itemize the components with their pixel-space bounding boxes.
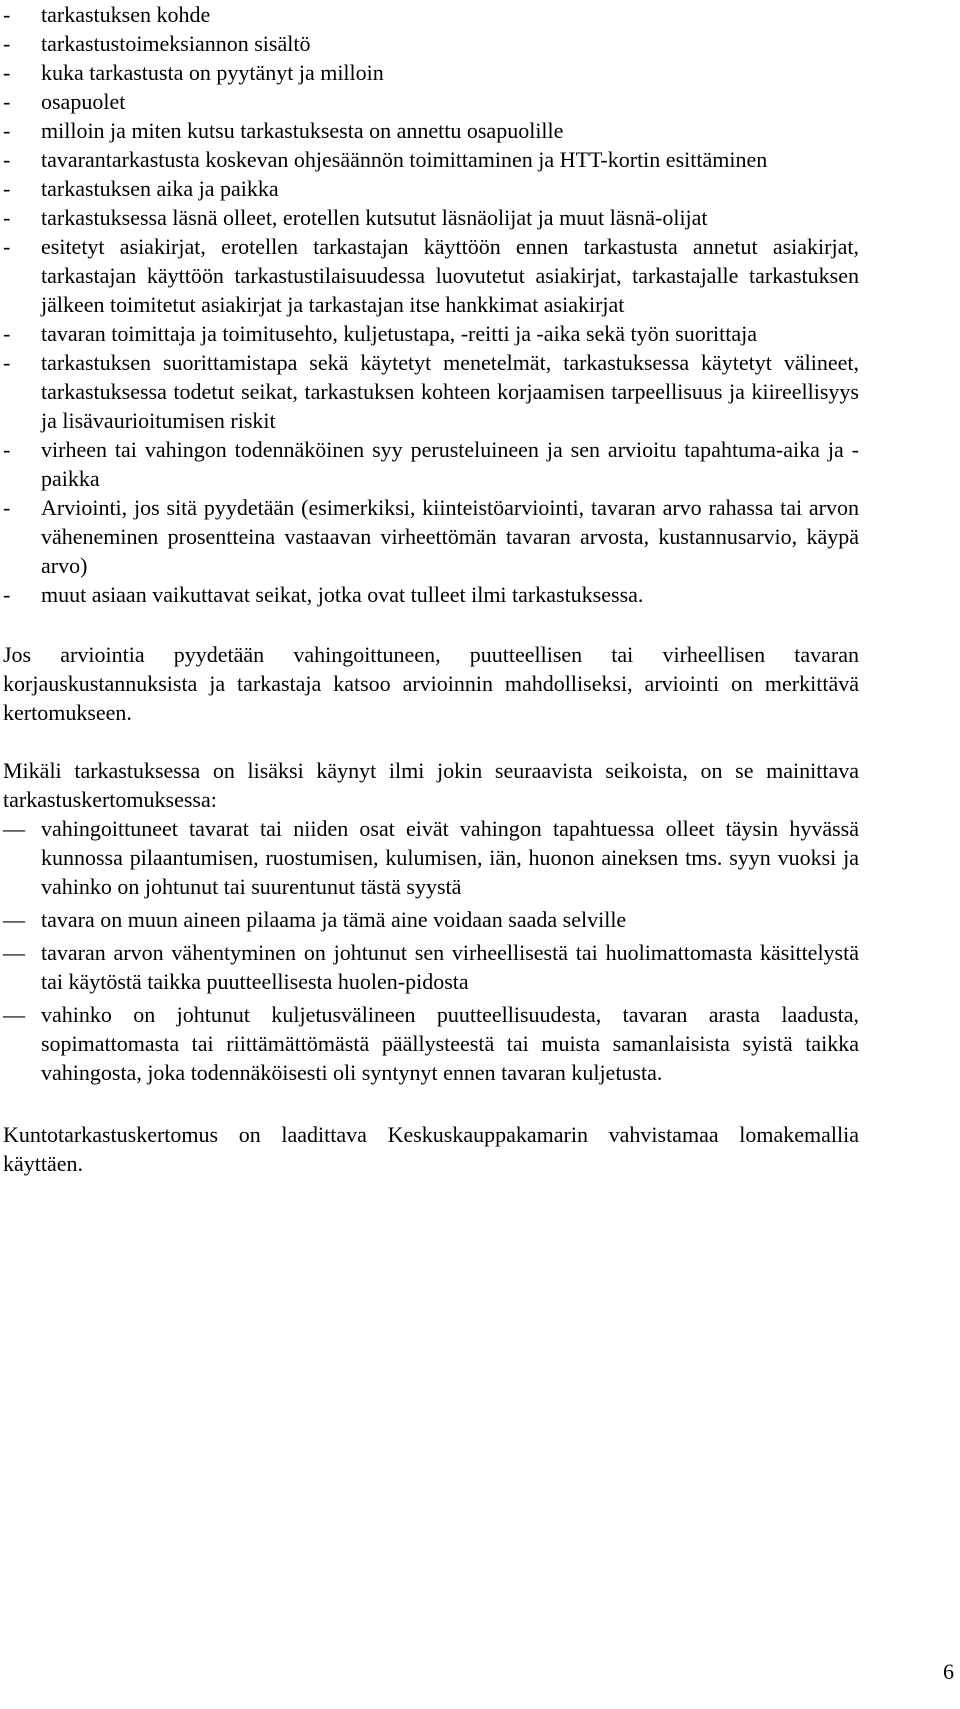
list-item	[3, 814, 859, 901]
paragraph-form-template: Kuntotarkastuskertomus on laadittava Keskuskauppakamarin vahvistamaa lomakemallia käyttäen.	[3, 1122, 859, 1176]
list-item	[3, 203, 859, 232]
list-marker: —	[3, 816, 24, 841]
list-item-text: tarkastuksen kohde	[41, 2, 211, 27]
list-marker: -	[3, 176, 11, 201]
list-item-text: muut asiaan vaikuttavat seikat, jotka ovat tulleet ilmi tarkastuksessa.	[41, 582, 644, 607]
list-marker: -	[3, 437, 11, 462]
list-item-text: tarkastuksen suorittamistapa sekä käytetyt menetelmät, tarkastuksessa käytetyt välineet, tarkastuksessa todetut seikat, tarkastuksen kohteen korjaamisen tarpeellisuus ja kiireellisyys ja lisävaurioitumisen riskit	[41, 350, 859, 433]
list-item-text: tavara on muun aineen pilaama ja tämä aine voidaan saada selville	[41, 907, 627, 932]
list-item	[3, 174, 859, 203]
list-marker: —	[3, 1002, 24, 1027]
list-item	[3, 232, 859, 319]
list-item	[3, 435, 859, 493]
list-marker: -	[3, 2, 11, 27]
list-item-text: tarkastuksen aika ja paikka	[41, 176, 279, 201]
page-number: 6	[943, 1659, 954, 1684]
list-marker: -	[3, 60, 11, 85]
list-item-text: tavarantarkastusta koskevan ohjesäännön toimittaminen ja HTT-kortin esittäminen	[41, 147, 768, 172]
list-item-text: vahingoittuneet tavarat tai niiden osat eivät vahingon tapahtuessa olleet täysin hyvässä kunnossa pilaantumisen, ruostumisen, kulumisen, iän, huonon aineksen tms. syyn vuoksi ja vahinko on johtunut tai suurentunut tästä syystä	[41, 816, 859, 899]
paragraph-assessment: Jos arviointia pyydetään vahingoittuneen, puutteellisen tai virheellisen tavaran korjauskustannuksista ja tarkastaja katsoo arvioinnin mahdolliseksi, arviointi on merkittävä kertomukseen.	[3, 642, 859, 725]
list-item	[3, 145, 859, 174]
list-marker: —	[3, 907, 24, 932]
list-item-text: osapuolet	[41, 89, 126, 114]
list-item-text: esitetyt asiakirjat, erotellen tarkastajan käyttöön ennen tarkastusta annetut asiakirjat, tarkastajan käyttöön tarkastustilaisuudessa luovutetut asiakirjat, tarkastajalle tarkastuksen jälkeen toimitetut asiakirjat ja tarkastajan itse hankkimat asiakirjat	[41, 234, 859, 317]
list-marker: -	[3, 321, 11, 346]
list-marker: -	[3, 89, 11, 114]
list-marker: —	[3, 940, 24, 965]
list-item-text: Arviointi, jos sitä pyydetään (esimerkiksi, kiinteistöarviointi, tavaran arvo rahassa tai arvon väheneminen prosentteina vastaavan virheettömän tavaran arvosta, kustannusarvio, käypä arvo)	[41, 495, 859, 578]
list-marker: -	[3, 205, 11, 230]
list-marker: -	[3, 118, 11, 143]
list-item-text: kuka tarkastusta on pyytänyt ja milloin	[41, 60, 384, 85]
list-item	[3, 319, 859, 348]
list-item	[3, 938, 859, 996]
list-item	[3, 348, 859, 435]
list-item	[3, 87, 859, 116]
list-marker: -	[3, 582, 11, 607]
list-item	[3, 0, 859, 29]
list-item-text: tavaran arvon vähentyminen on johtunut sen virheellisestä tai huolimattomasta käsittelystä tai käytöstä taikka puutteellisesta huolen-pidosta	[41, 940, 859, 994]
additional-findings-list	[3, 814, 859, 1087]
list-item	[3, 29, 859, 58]
list-item	[3, 1000, 859, 1087]
list-item-text: tarkastustoimeksiannon sisältö	[41, 31, 311, 56]
report-contents-list	[3, 0, 859, 609]
list-marker: -	[3, 31, 11, 56]
list-item	[3, 58, 859, 87]
list-item	[3, 493, 859, 580]
list-item	[3, 580, 859, 609]
list-item-text: milloin ja miten kutsu tarkastuksesta on annettu osapuolille	[41, 118, 564, 143]
list-marker: -	[3, 234, 11, 259]
list-marker: -	[3, 495, 11, 520]
paragraph-additional-findings: Mikäli tarkastuksessa on lisäksi käynyt ilmi jokin seuraavista seikoista, on se mainittava tarkastuskertomuksessa:	[3, 758, 859, 812]
list-item-text: tarkastuksessa läsnä olleet, erotellen kutsutut läsnäolijat ja muut läsnä-olijat	[41, 205, 708, 230]
list-item	[3, 905, 859, 934]
list-item	[3, 116, 859, 145]
list-marker: -	[3, 147, 11, 172]
list-item-text: tavaran toimittaja ja toimitusehto, kuljetustapa, -reitti ja -aika sekä työn suorittaja	[41, 321, 758, 346]
list-item-text: virheen tai vahingon todennäköinen syy perusteluineen ja sen arvioitu tapahtuma-aika ja -paikka	[41, 437, 859, 491]
list-marker: -	[3, 350, 11, 375]
document-body	[3, 0, 859, 1178]
list-item-text: vahinko on johtunut kuljetusvälineen puutteellisuudesta, tavaran arasta laadusta, sopimattomasta tai riittämättömästä päällysteestä tai muista samanlaisista syistä taikka vahingosta, joka todennäköisesti oli syntynyt ennen tavaran kuljetusta.	[41, 1002, 859, 1085]
